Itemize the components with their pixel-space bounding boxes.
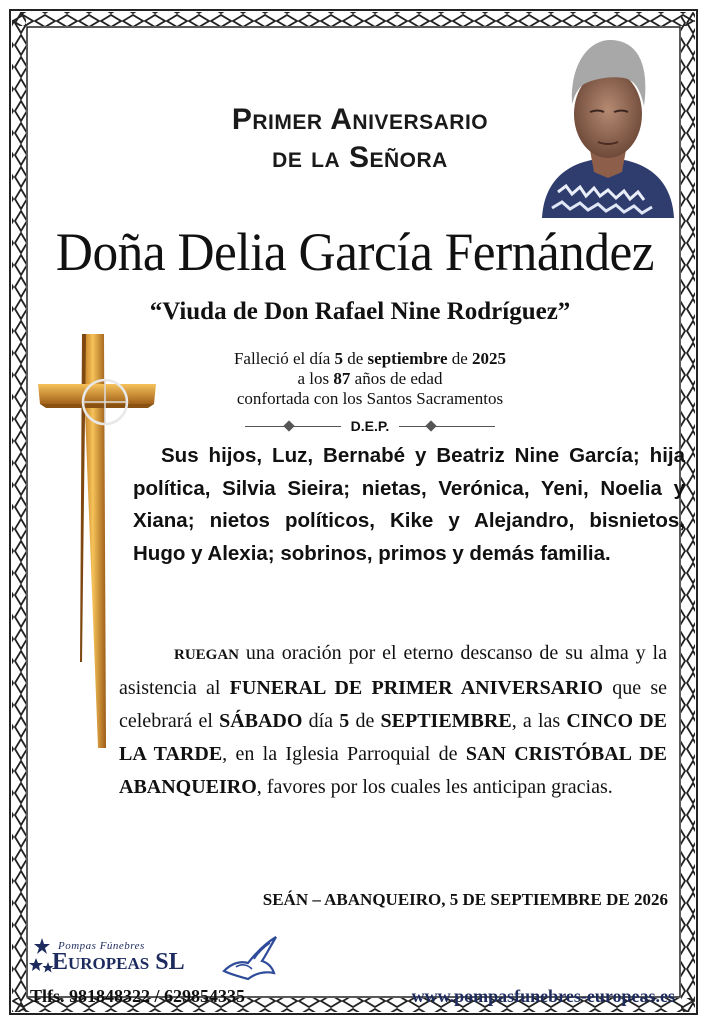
prayer-text: de xyxy=(349,710,381,732)
dove-icon xyxy=(218,933,280,983)
death-year: 2025 xyxy=(472,349,507,368)
divider-line-right xyxy=(399,426,495,427)
prayer-funeral: FUNERAL DE PRIMER ANIVERSARIO xyxy=(229,677,603,699)
death-date-mid: de xyxy=(343,349,368,368)
age-value: 87 xyxy=(333,369,351,388)
prayer-paragraph xyxy=(119,637,667,804)
prayer-day-name: SÁBADO xyxy=(219,710,303,732)
age-pre: a los xyxy=(297,369,334,388)
place-date: SEÁN – ABANQUEIRO, 5 DE SEPTIEMBRE DE 2026 xyxy=(262,890,668,909)
website-link[interactable]: www.pompasfunebres-europeas.es xyxy=(411,986,675,1006)
prayer-day-number: 5 xyxy=(339,710,350,732)
family-paragraph: Sus hijos, Luz, Bernabé y Beatriz Nine García; hija política, Silvia Sieira; nietas, Verónica, Yeni, Noelia y Xiana; nietos políticos, Kike y Alejandro, bisnietos, Hugo y Alexia; sobrinos, primos y demás familia. xyxy=(133,444,685,565)
dep-label: D.E.P. xyxy=(350,418,390,434)
deceased-name: Doña Delia García Fernández xyxy=(55,222,655,282)
widow-of-line: “Viuda de Don Rafael Nine Rodríguez” xyxy=(149,298,571,325)
prayer-month: SEPTIEMBRE xyxy=(380,710,512,732)
phone-numbers: Tlfs. 981848322 / 629854335 xyxy=(30,986,246,1006)
logo-title: Europeas SL xyxy=(52,949,185,975)
prayer-ruegan: RUEGAN xyxy=(174,647,240,663)
death-month: septiembre xyxy=(367,349,448,368)
prayer-text: que se celebrará el xyxy=(119,677,667,732)
age-post: años de edad xyxy=(350,369,443,388)
prayer-text: , en la Iglesia Parroquial de xyxy=(222,743,466,765)
portrait-photo xyxy=(540,32,676,218)
logo-subtitle: Pompas Fúnebres xyxy=(58,940,145,952)
diamond-ornament xyxy=(283,420,294,431)
death-date-line xyxy=(160,349,580,369)
prayer-time: CINCO DE LA TARDE xyxy=(119,710,668,765)
heading-line-1: Primer Aniversario xyxy=(231,103,489,136)
diamond-ornament xyxy=(426,420,437,431)
heading-line-2: de la Señora xyxy=(272,141,448,174)
death-date-pre: Falleció el día xyxy=(233,349,335,368)
prayer-text: , favores por los cuales les anticipan gracias. xyxy=(256,776,613,798)
dep-divider xyxy=(245,416,495,436)
death-date-de: de xyxy=(447,349,473,368)
age-line xyxy=(160,369,580,389)
prayer-text: , a las xyxy=(511,710,567,732)
death-day: 5 xyxy=(334,349,343,368)
divider-line-left xyxy=(245,426,341,427)
prayer-text: una oración por el eterno descanso de su alma y la asistencia al xyxy=(119,642,667,699)
sacraments-line: confortada con los Santos Sacramentos xyxy=(236,389,504,408)
prayer-text: día xyxy=(302,710,340,732)
prayer-church: SAN CRISTÓBAL DE ABANQUEIRO xyxy=(119,743,668,798)
